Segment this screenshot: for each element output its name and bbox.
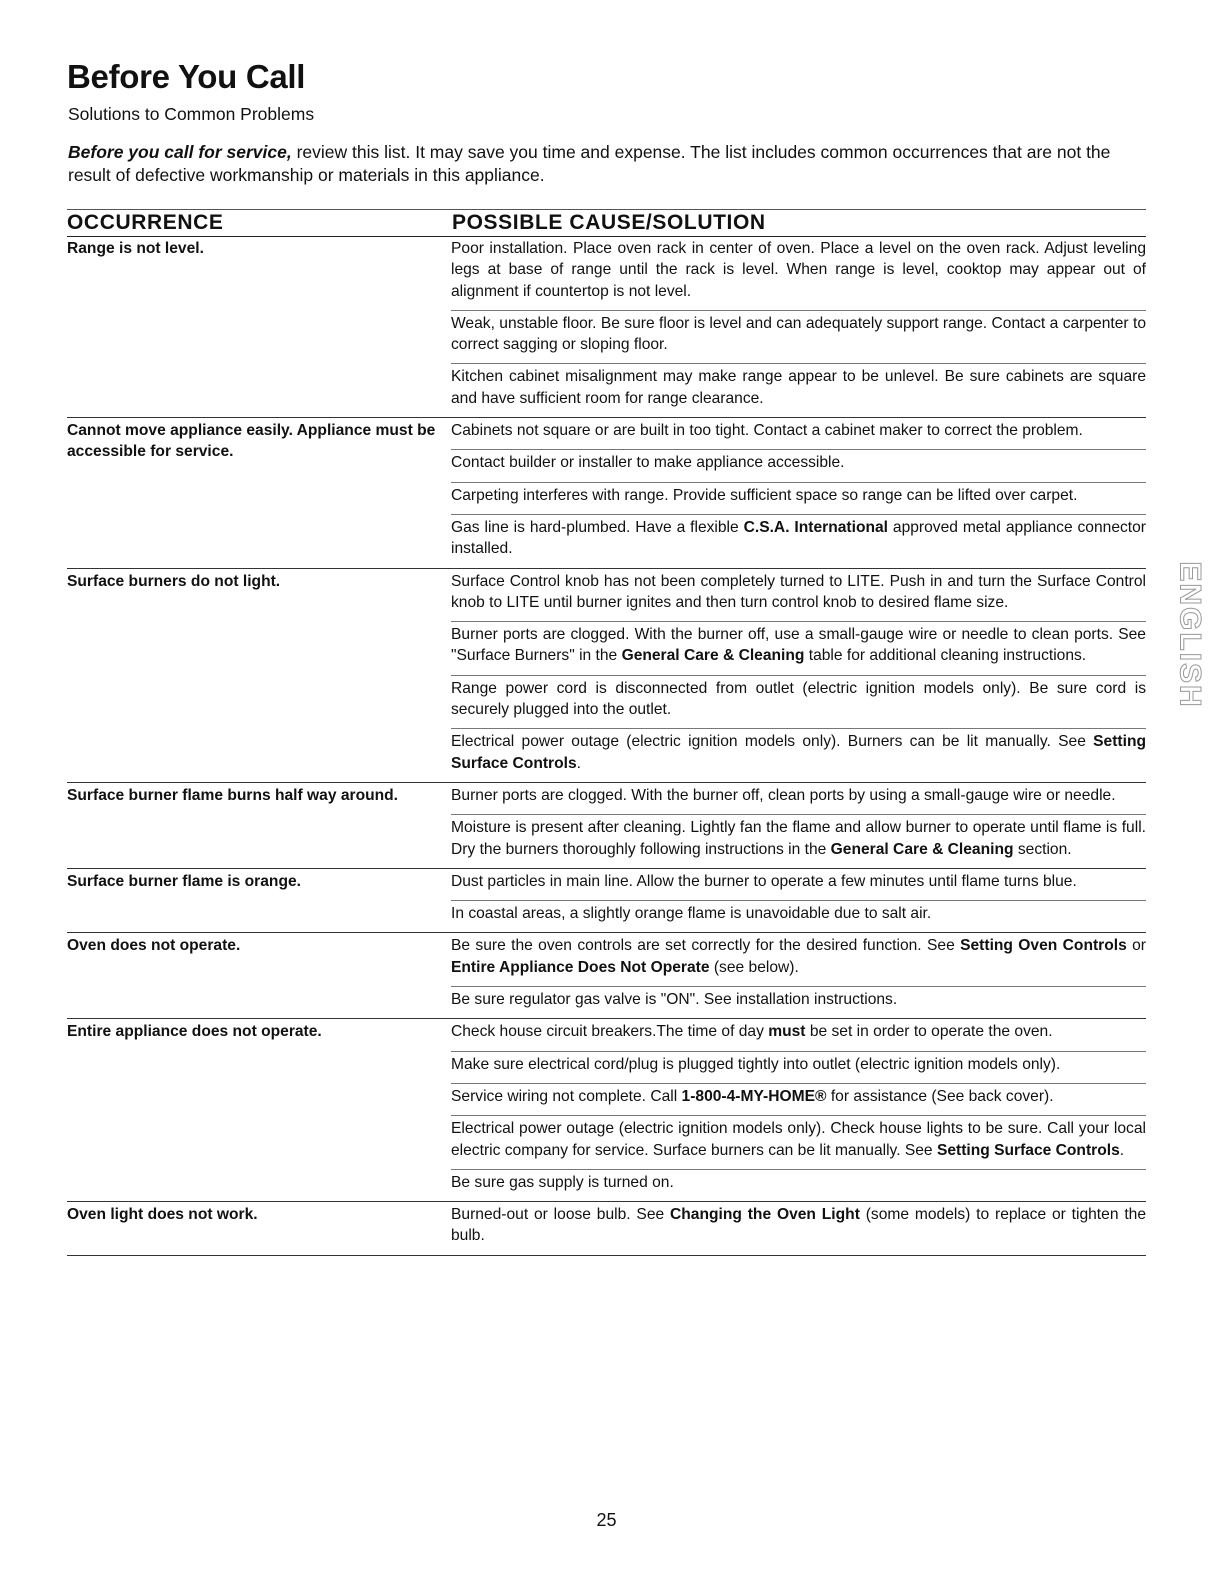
occurrence-row xyxy=(67,236,1146,418)
occurrence-row xyxy=(67,569,1146,783)
solution-text: (some models) to replace or tighten the bulb. xyxy=(451,1206,1146,1245)
solution-text: be set in order to operate the oven. xyxy=(805,1023,1053,1041)
solution-text: Dust particles in main line. Allow the burner to operate a few minutes until flame turns blue. xyxy=(451,872,1077,890)
occurrence-row xyxy=(67,1019,1146,1202)
solution-text: approved metal appliance connector installed. xyxy=(451,518,1146,558)
solution-text: Burned-out or loose bulb. See xyxy=(451,1206,671,1224)
solution-text: Range power cord is disconnected from outlet (electric ignition models only). Be sure cord is securely plugged into the outlet. xyxy=(451,679,1146,719)
solution-item xyxy=(451,311,1146,365)
solution-list xyxy=(451,783,1146,868)
solution-list xyxy=(451,236,1146,417)
solution-text: Kitchen cabinet misalignment may make range appear to be unlevel. Be sure cabinets are square and have sufficient room for range clearance. xyxy=(451,368,1146,407)
solution-item xyxy=(451,933,1146,987)
occurrence-row xyxy=(67,418,1146,568)
occurrence-row xyxy=(67,933,1146,1019)
occurrence-label: Oven does not operate. xyxy=(67,937,241,955)
solution-item xyxy=(451,815,1146,868)
occurrence-column-header: OCCURRENCE xyxy=(67,211,224,234)
occurrence-label: Cannot move appliance easily. Appliance must be accessible for service. xyxy=(67,422,436,461)
solution-item xyxy=(451,729,1146,782)
solution-emphasis: Setting Surface Controls xyxy=(936,1141,1120,1159)
solution-text: Surface Control knob has not been completely turned to LITE. Push in and turn the Surface Control knob to LITE until burner ignites and then turn control knob to desired flame size. xyxy=(451,572,1146,611)
solution-text: Burner ports are clogged. With the burner off, use a small-gauge wire or needle to clean ports. See "Surface Burners" in the xyxy=(451,626,1146,665)
solution-emphasis: Entire Appliance Does Not Operate xyxy=(451,958,710,976)
solution-emphasis: 1-800-4-MY-HOME® xyxy=(681,1087,827,1105)
solution-text: Electrical power outage (electric ignition models only). Burners can be lit manually. See xyxy=(451,733,1094,751)
solution-text: Be sure gas supply is turned on. xyxy=(451,1173,674,1191)
language-tab-label: ENGLISH xyxy=(1174,561,1208,709)
solution-text: Poor installation. Place oven rack in center of oven. Place a level on the oven rack. Adjust leveling legs at base of range until the rack is level. When range is level, cooktop may appear out of alignment if countertop is not level. xyxy=(451,240,1146,300)
solution-item xyxy=(451,364,1146,417)
occurrence-label: Range is not level. xyxy=(67,240,204,257)
solution-text: Carpeting interferes with range. Provide sufficient space so range can be lifted over carpet. xyxy=(451,486,1078,504)
solution-emphasis: General Care & Cleaning xyxy=(830,840,1014,858)
solution-item xyxy=(451,622,1146,676)
solution-text: table for additional cleaning instructions. xyxy=(804,647,1087,665)
solution-emphasis: General Care & Cleaning xyxy=(621,647,805,665)
solution-text: Burner ports are clogged. With the burner off, clean ports by using a small-gauge wire or needle. xyxy=(451,786,1116,804)
solution-text: . xyxy=(576,754,581,772)
language-side-tab xyxy=(1172,560,1208,710)
solution-item xyxy=(451,676,1146,730)
solution-item xyxy=(451,1084,1146,1116)
solution-emphasis: C.S.A. International xyxy=(743,518,888,536)
intro-paragraph xyxy=(68,141,1144,187)
solution-text: Electrical power outage (electric ignition models only). Check house lights to be sure. Call your local electric company for service. Surface burners can be lit manually. See xyxy=(451,1120,1146,1159)
solution-item xyxy=(451,1052,1146,1084)
intro-lead: Before you call for service, xyxy=(68,142,292,162)
solution-text: Moisture is present after cleaning. Lightly fan the flame and allow burner to operate until flame is full. Dry the burners thoroughly following instructions in the xyxy=(451,819,1146,858)
solution-item xyxy=(451,869,1146,901)
solution-list xyxy=(451,569,1146,782)
solution-text: Be sure the oven controls are set correctly for the desired function. See xyxy=(451,937,961,955)
solution-list xyxy=(451,1202,1146,1255)
page-number: 25 xyxy=(596,1510,617,1530)
solution-text: Be sure regulator gas valve is "ON". See installation instructions. xyxy=(451,991,898,1009)
solution-column-header: POSSIBLE CAUSE/SOLUTION xyxy=(452,211,766,234)
solution-text: Check house circuit breakers.The time of day xyxy=(451,1023,769,1041)
occurrence-label: Surface burner flame burns half way around. xyxy=(67,786,399,804)
solution-text: Service wiring not complete. Call xyxy=(451,1087,682,1105)
solution-text: Gas line is hard-plumbed. Have a flexible xyxy=(451,518,744,536)
solution-text: for assistance (See back cover). xyxy=(826,1087,1054,1105)
occurrence-row xyxy=(67,869,1146,934)
solution-text: Cabinets not square or are built in too tight. Contact a cabinet maker to correct the problem. xyxy=(451,422,1083,440)
solution-item xyxy=(451,236,1146,311)
intro-text: review this list. It may save you time and expense. The list includes common occurrences that are not the result of defective workmanship or materials in this appliance. xyxy=(68,142,1111,185)
solution-item xyxy=(451,569,1146,623)
solution-list xyxy=(451,1019,1146,1201)
solution-item xyxy=(451,1116,1146,1170)
solution-item xyxy=(451,1019,1146,1051)
occurrence-row xyxy=(67,783,1146,869)
solution-text: section. xyxy=(1013,840,1072,858)
occurrence-row xyxy=(67,1202,1146,1256)
solution-item xyxy=(451,1170,1146,1201)
solution-list xyxy=(451,933,1146,1018)
solution-item xyxy=(451,1202,1146,1255)
occurrence-label: Oven light does not work. xyxy=(67,1206,258,1224)
solution-text: Contact builder or installer to make appliance accessible. xyxy=(451,454,845,472)
solution-emphasis: Setting Oven Controls xyxy=(960,937,1127,955)
solution-text: (see below). xyxy=(709,958,799,976)
solution-text: . xyxy=(1119,1141,1125,1159)
solution-item xyxy=(451,483,1146,515)
solution-item xyxy=(451,987,1146,1018)
solution-item xyxy=(451,901,1146,932)
solution-item xyxy=(451,418,1146,450)
solution-text: Weak, unstable floor. Be sure floor is level and can adequately support range. Contact a carpenter to correct sagging or sloping floor. xyxy=(451,314,1146,354)
troubleshooting-table xyxy=(67,236,1146,1256)
solution-item xyxy=(451,783,1146,815)
table-header xyxy=(67,209,1146,237)
solution-text: In coastal areas, a slightly orange flame is unavoidable due to salt air. xyxy=(451,905,932,923)
solution-item xyxy=(451,450,1146,482)
occurrence-label: Surface burner flame is orange. xyxy=(67,872,301,890)
solution-text: Make sure electrical cord/plug is plugged tightly into outlet (electric ignition models only). xyxy=(451,1055,1061,1073)
solution-emphasis: must xyxy=(768,1023,806,1041)
solution-text: or xyxy=(1126,937,1147,955)
solution-emphasis: Changing the Oven Light xyxy=(670,1206,860,1224)
solution-list xyxy=(451,418,1146,567)
solution-emphasis: Setting Surface Controls xyxy=(451,733,1146,772)
solution-item xyxy=(451,515,1146,568)
page-title: Before You Call xyxy=(67,58,306,95)
solution-list xyxy=(451,869,1146,933)
page-subtitle: Solutions to Common Problems xyxy=(68,104,315,124)
occurrence-label: Surface burners do not light. xyxy=(67,572,281,590)
occurrence-label: Entire appliance does not operate. xyxy=(67,1023,322,1041)
